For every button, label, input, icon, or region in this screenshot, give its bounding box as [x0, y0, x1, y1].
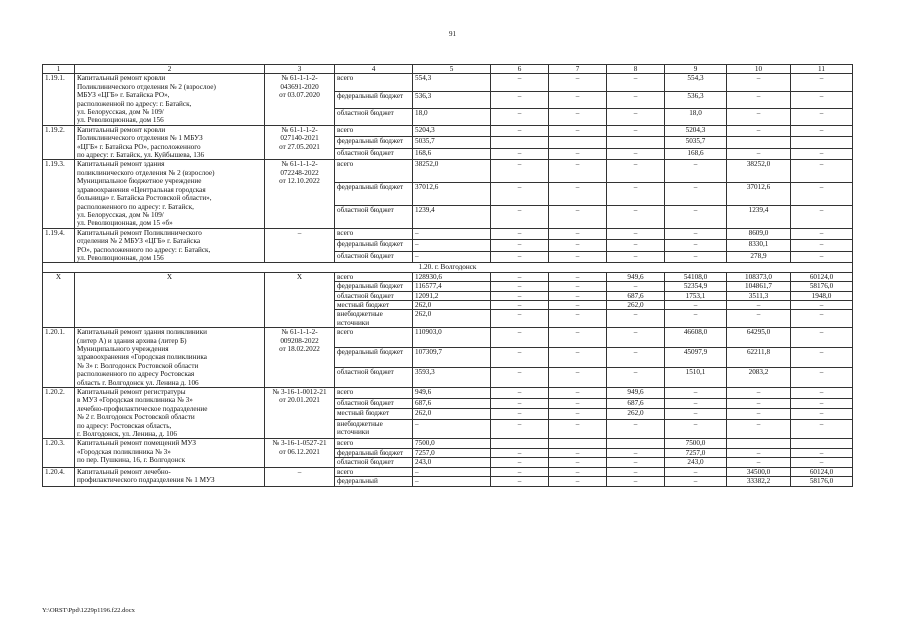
value-cell: –	[791, 328, 853, 348]
value-cell: 5204,3	[665, 125, 727, 137]
value-cell: 949,6	[607, 272, 665, 281]
value-cell: –	[665, 240, 727, 252]
value-cell	[549, 439, 607, 448]
item-title: Капитальный ремонт Поликлинического отделения № 2 МБУЗ «ЦГБ» г. Батайска РО», расположенного по адресу: г. Батайск, ул. Революционная, дом 156	[75, 228, 265, 263]
funding-source: областной бюджет	[335, 368, 413, 388]
value-cell: –	[791, 240, 853, 252]
value-cell: 687,6	[607, 291, 665, 300]
item-title: Капитальный ремонт помещений МУЗ «Городская поликлиника № 3» по пер. Пушкина, 16, г. Волгодонск	[75, 439, 265, 467]
column-number-3: 3	[265, 65, 335, 74]
funding-source: областной бюджет	[335, 148, 413, 160]
value-cell: 687,6	[413, 398, 491, 409]
item-title: Капитальный ремонт кровли Поликлинического отделения № 1 МБУЗ «ЦГБ» г. Батайска РО», расположенного по адресу: г. Батайск, ул. Куйбышева, 136	[75, 125, 265, 160]
value-cell	[491, 439, 549, 448]
value-cell: –	[549, 228, 607, 240]
value-cell: –	[549, 183, 607, 206]
value-cell	[549, 137, 607, 149]
item-title: Капитальный ремонт кровли Поликлинического отделения № 2 (взрослое) МБУЗ «ЦГБ» г. Батайска РО», расположенной по адресу: г. Батайск, ул. Белорусская, дом № 109/ ул. Революционная, дом 156	[75, 74, 265, 125]
column-number-4: 4	[335, 65, 413, 74]
funding-source: внебюджетные источники	[335, 419, 413, 439]
value-cell: 18,0	[413, 108, 491, 125]
value-cell: –	[491, 348, 549, 368]
item-number: 1.19.1.	[43, 74, 75, 125]
funding-source: местный бюджет	[335, 300, 413, 309]
value-cell: 278,9	[727, 251, 791, 263]
permit-document: –	[265, 467, 335, 486]
table-row	[43, 74, 853, 91]
value-cell: –	[491, 205, 549, 228]
value-cell: –	[491, 74, 549, 91]
value-cell: 3593,3	[413, 368, 491, 388]
file-path-footer: Y:\ORST\Ppd\1229p1196.f22.docx	[42, 607, 135, 614]
value-cell: –	[727, 125, 791, 137]
page-number: 91	[449, 30, 456, 38]
value-cell: 7500,0	[413, 439, 491, 448]
value-cell: 7500,0	[665, 439, 727, 448]
value-cell: –	[549, 348, 607, 368]
value-cell: –	[491, 91, 549, 108]
value-cell: 949,6	[413, 388, 491, 399]
value-cell: –	[491, 148, 549, 160]
funding-source: федеральный бюджет	[335, 137, 413, 149]
value-cell	[727, 439, 791, 448]
item-number: 1.20.3.	[43, 439, 75, 467]
value-cell: 262,0	[413, 409, 491, 420]
value-cell: 107309,7	[413, 348, 491, 368]
value-cell: 262,0	[413, 300, 491, 309]
column-number-8: 8	[607, 65, 665, 74]
value-cell: –	[491, 108, 549, 125]
value-cell: –	[791, 398, 853, 409]
funding-source: всего	[335, 439, 413, 448]
funding-source: областной бюджет	[335, 291, 413, 300]
value-cell: –	[607, 74, 665, 91]
value-cell: –	[491, 251, 549, 263]
value-cell: 45097,9	[665, 348, 727, 368]
column-number-11: 11	[791, 65, 853, 74]
value-cell: 58176,0	[791, 282, 853, 291]
value-cell: 262,0	[413, 310, 491, 328]
funding-source: всего	[335, 328, 413, 348]
value-cell: –	[549, 160, 607, 183]
value-cell: 5204,3	[413, 125, 491, 137]
value-cell: –	[665, 477, 727, 486]
value-cell: 243,0	[413, 458, 491, 467]
value-cell: –	[549, 388, 607, 399]
permit-document: № 61-1-1-2- 072248-2022 от 12.10.2022	[265, 160, 335, 228]
section-title: 1.20. г. Волгодонск	[43, 263, 853, 272]
section-row	[43, 263, 853, 272]
value-cell: –	[607, 160, 665, 183]
value-cell: –	[491, 310, 549, 328]
value-cell: –	[791, 388, 853, 399]
column-number-1: 1	[43, 65, 75, 74]
value-cell: –	[549, 272, 607, 281]
value-cell: –	[791, 251, 853, 263]
value-cell: –	[549, 148, 607, 160]
value-cell: 7257,0	[413, 448, 491, 457]
item-number: 1.20.4.	[43, 467, 75, 486]
permit-document: –	[265, 228, 335, 263]
value-cell: –	[491, 398, 549, 409]
value-cell: –	[665, 409, 727, 420]
value-cell: 168,6	[413, 148, 491, 160]
value-cell: –	[791, 125, 853, 137]
value-cell: –	[791, 458, 853, 467]
value-cell: –	[491, 183, 549, 206]
funding-source: всего	[335, 160, 413, 183]
value-cell: 536,3	[665, 91, 727, 108]
value-cell: 34500,0	[727, 467, 791, 476]
column-number-10: 10	[727, 65, 791, 74]
value-cell: 168,6	[665, 148, 727, 160]
value-cell: –	[607, 240, 665, 252]
value-cell: –	[727, 398, 791, 409]
value-cell: –	[727, 388, 791, 399]
value-cell: 536,3	[413, 91, 491, 108]
value-cell: 1948,0	[791, 291, 853, 300]
value-cell: –	[607, 477, 665, 486]
value-cell: –	[727, 419, 791, 439]
value-cell: 18,0	[665, 108, 727, 125]
item-number: 1.19.2.	[43, 125, 75, 160]
funding-source: всего	[335, 467, 413, 476]
value-cell: –	[665, 300, 727, 309]
value-cell: –	[791, 228, 853, 240]
value-cell: –	[549, 419, 607, 439]
funding-source: всего	[335, 388, 413, 399]
column-number-6: 6	[491, 65, 549, 74]
permit-document: Х	[265, 272, 335, 327]
value-cell: –	[549, 477, 607, 486]
value-cell: –	[791, 183, 853, 206]
value-cell: –	[791, 310, 853, 328]
value-cell: 58176,0	[791, 477, 853, 486]
funding-source: внебюджетные источники	[335, 310, 413, 328]
item-title: Капитальный ремонт лечебно- профилактического подразделения № 1 МУЗ	[75, 467, 265, 486]
item-number: 1.20.2.	[43, 388, 75, 439]
value-cell: 1239,4	[727, 205, 791, 228]
finance-table	[42, 64, 853, 487]
value-cell	[791, 439, 853, 448]
value-cell: 54108,0	[665, 272, 727, 281]
value-cell: –	[665, 160, 727, 183]
table-row	[43, 439, 853, 448]
funding-source: областной бюджет	[335, 205, 413, 228]
value-cell: –	[791, 368, 853, 388]
funding-source: всего	[335, 125, 413, 137]
value-cell: –	[607, 108, 665, 125]
value-cell: –	[791, 108, 853, 125]
item-number: 1.19.4.	[43, 228, 75, 263]
value-cell: –	[491, 388, 549, 399]
value-cell: 52354,9	[665, 282, 727, 291]
item-title: Капитальный ремонт регистратуры в МУЗ «Городская поликлиника № 3» лечебно-профилактическое подразделение № 2 г. Волгодонск Ростовской области по адресу: Ростовская область, г. Волгодонск, ул. Ленина, д. 106	[75, 388, 265, 439]
value-cell: 104861,7	[727, 282, 791, 291]
funding-source: всего	[335, 228, 413, 240]
value-cell: 60124,0	[791, 272, 853, 281]
value-cell: –	[665, 251, 727, 263]
value-cell: –	[791, 419, 853, 439]
value-cell: –	[727, 74, 791, 91]
value-cell: –	[491, 282, 549, 291]
table-row	[43, 125, 853, 137]
value-cell: –	[727, 448, 791, 457]
value-cell: 1239,4	[413, 205, 491, 228]
funding-source: федеральный бюджет	[335, 240, 413, 252]
value-cell: –	[665, 310, 727, 328]
value-cell: –	[727, 91, 791, 108]
value-cell: –	[549, 368, 607, 388]
column-number-5: 5	[413, 65, 491, 74]
funding-source: федеральный бюджет	[335, 282, 413, 291]
permit-document: № 3-16-1-0527-21 от 06.12.2021	[265, 439, 335, 467]
value-cell: –	[491, 458, 549, 467]
table-row	[43, 272, 853, 281]
value-cell: –	[607, 348, 665, 368]
header-row	[43, 65, 853, 74]
value-cell: –	[791, 300, 853, 309]
value-cell: –	[549, 108, 607, 125]
value-cell: –	[607, 148, 665, 160]
value-cell: 38252,0	[413, 160, 491, 183]
value-cell: –	[491, 291, 549, 300]
value-cell: 8330,1	[727, 240, 791, 252]
item-number: 1.20.1.	[43, 328, 75, 388]
value-cell: –	[665, 398, 727, 409]
value-cell: –	[413, 240, 491, 252]
value-cell: –	[607, 125, 665, 137]
item-title: Х	[75, 272, 265, 327]
value-cell: –	[607, 368, 665, 388]
value-cell: –	[549, 409, 607, 420]
value-cell: –	[607, 448, 665, 457]
value-cell: –	[727, 310, 791, 328]
value-cell: –	[549, 125, 607, 137]
value-cell: 60124,0	[791, 467, 853, 476]
value-cell: –	[491, 448, 549, 457]
value-cell: 62211,8	[727, 348, 791, 368]
finance-table-container	[42, 64, 852, 487]
value-cell: 64295,0	[727, 328, 791, 348]
value-cell: –	[727, 148, 791, 160]
item-number: Х	[43, 272, 75, 327]
table-row	[43, 328, 853, 348]
value-cell: –	[491, 125, 549, 137]
value-cell: –	[665, 419, 727, 439]
value-cell: –	[791, 160, 853, 183]
value-cell: –	[727, 458, 791, 467]
value-cell: 949,6	[607, 388, 665, 399]
column-number-7: 7	[549, 65, 607, 74]
value-cell: –	[791, 91, 853, 108]
value-cell: –	[491, 328, 549, 348]
funding-source: всего	[335, 272, 413, 281]
item-number: 1.19.3.	[43, 160, 75, 228]
table-row	[43, 467, 853, 476]
value-cell: –	[549, 291, 607, 300]
funding-source: областной бюджет	[335, 251, 413, 263]
value-cell: –	[665, 467, 727, 476]
value-cell: –	[491, 477, 549, 486]
value-cell: –	[607, 419, 665, 439]
value-cell: 262,0	[607, 409, 665, 420]
funding-source: местный бюджет	[335, 409, 413, 420]
value-cell: 243,0	[665, 458, 727, 467]
value-cell: –	[491, 368, 549, 388]
value-cell: 554,3	[665, 74, 727, 91]
value-cell: –	[727, 409, 791, 420]
value-cell: –	[491, 467, 549, 476]
value-cell: 12091,2	[413, 291, 491, 300]
table-row	[43, 228, 853, 240]
value-cell: –	[413, 228, 491, 240]
value-cell: –	[549, 74, 607, 91]
value-cell: –	[607, 328, 665, 348]
value-cell: 116577,4	[413, 282, 491, 291]
funding-source: федеральный бюджет	[335, 348, 413, 368]
value-cell: 554,3	[413, 74, 491, 91]
value-cell: –	[549, 251, 607, 263]
value-cell: –	[549, 300, 607, 309]
value-cell: 2083,2	[727, 368, 791, 388]
value-cell: –	[791, 409, 853, 420]
value-cell: –	[549, 310, 607, 328]
value-cell: –	[727, 108, 791, 125]
value-cell: –	[491, 272, 549, 281]
value-cell: 5035,7	[413, 137, 491, 149]
table-row	[43, 388, 853, 399]
value-cell: 108373,0	[727, 272, 791, 281]
funding-source: областной бюджет	[335, 108, 413, 125]
permit-document: № 61-1-1-2- 009208-2022 от 18.02.2022	[265, 328, 335, 388]
value-cell: –	[413, 477, 491, 486]
value-cell: 37012,6	[727, 183, 791, 206]
column-number-2: 2	[75, 65, 265, 74]
value-cell: –	[413, 467, 491, 476]
value-cell: 33382,2	[727, 477, 791, 486]
value-cell: –	[549, 398, 607, 409]
value-cell: –	[549, 448, 607, 457]
value-cell: 687,6	[607, 398, 665, 409]
funding-source: федеральный бюджет	[335, 448, 413, 457]
value-cell: –	[607, 467, 665, 476]
item-title: Капитальный ремонт здания поликлинического отделения № 2 (взрослое) Муниципальное бюджетное учреждение здравоохранения «Центральная городская больница» г. Батайска Ростовской области», расположенного по адресу: г. Батайск, ул. Белорусская, дом № 109/ ул. Революционная, дом 15 «б»	[75, 160, 265, 228]
value-cell: –	[727, 300, 791, 309]
value-cell	[727, 137, 791, 149]
value-cell: –	[607, 205, 665, 228]
value-cell: –	[491, 419, 549, 439]
value-cell: –	[791, 74, 853, 91]
value-cell: –	[549, 467, 607, 476]
funding-source: областной бюджет	[335, 458, 413, 467]
value-cell: –	[607, 282, 665, 291]
value-cell: –	[413, 251, 491, 263]
funding-source: федеральный бюджет	[335, 91, 413, 108]
value-cell: 262,0	[607, 300, 665, 309]
value-cell: 3511,3	[727, 291, 791, 300]
value-cell: 37012,6	[413, 183, 491, 206]
value-cell: –	[491, 409, 549, 420]
value-cell: –	[549, 240, 607, 252]
value-cell: –	[549, 458, 607, 467]
value-cell: –	[665, 183, 727, 206]
value-cell: –	[791, 448, 853, 457]
value-cell: –	[549, 282, 607, 291]
permit-document: № 3-16-1-0012-21 от 20.01.2021	[265, 388, 335, 439]
value-cell: 1753,1	[665, 291, 727, 300]
value-cell: –	[549, 328, 607, 348]
value-cell: –	[665, 205, 727, 228]
value-cell: –	[665, 228, 727, 240]
value-cell: –	[549, 205, 607, 228]
value-cell: –	[791, 148, 853, 160]
value-cell: 8609,0	[727, 228, 791, 240]
column-number-9: 9	[665, 65, 727, 74]
value-cell: 1510,1	[665, 368, 727, 388]
permit-document: № 61-1-1-2- 027140-2021 от 27.05.2021	[265, 125, 335, 160]
item-title: Капитальный ремонт здания поликлиники (литер А) и здания архива (литер Б) Муниципального учреждения здравоохранения «Городская поликлиника № 3» г. Волгодонск Ростовской области расположенного по адресу Ростовская область г. Волгодонск ул. Ленина д. 106	[75, 328, 265, 388]
value-cell	[607, 439, 665, 448]
value-cell: 46608,0	[665, 328, 727, 348]
funding-source: федеральный бюджет	[335, 183, 413, 206]
value-cell: –	[607, 228, 665, 240]
value-cell: –	[791, 348, 853, 368]
value-cell: –	[607, 310, 665, 328]
value-cell: 7257,0	[665, 448, 727, 457]
value-cell: 110903,0	[413, 328, 491, 348]
value-cell: –	[491, 228, 549, 240]
value-cell: –	[491, 240, 549, 252]
value-cell: –	[413, 419, 491, 439]
value-cell	[491, 137, 549, 149]
funding-source: областной бюджет	[335, 398, 413, 409]
funding-source: федеральный	[335, 477, 413, 486]
value-cell: –	[791, 205, 853, 228]
table-row	[43, 160, 853, 183]
value-cell: –	[665, 388, 727, 399]
value-cell: –	[549, 91, 607, 108]
funding-source: всего	[335, 74, 413, 91]
value-cell: –	[491, 160, 549, 183]
value-cell: –	[491, 300, 549, 309]
value-cell: –	[607, 458, 665, 467]
value-cell: 38252,0	[727, 160, 791, 183]
value-cell	[607, 137, 665, 149]
value-cell: –	[607, 251, 665, 263]
value-cell: –	[607, 91, 665, 108]
value-cell: 5035,7	[665, 137, 727, 149]
permit-document: № 61-1-1-2- 043691-2020 от 03.07.2020	[265, 74, 335, 125]
value-cell: –	[607, 183, 665, 206]
value-cell	[791, 137, 853, 149]
value-cell: 128930,6	[413, 272, 491, 281]
